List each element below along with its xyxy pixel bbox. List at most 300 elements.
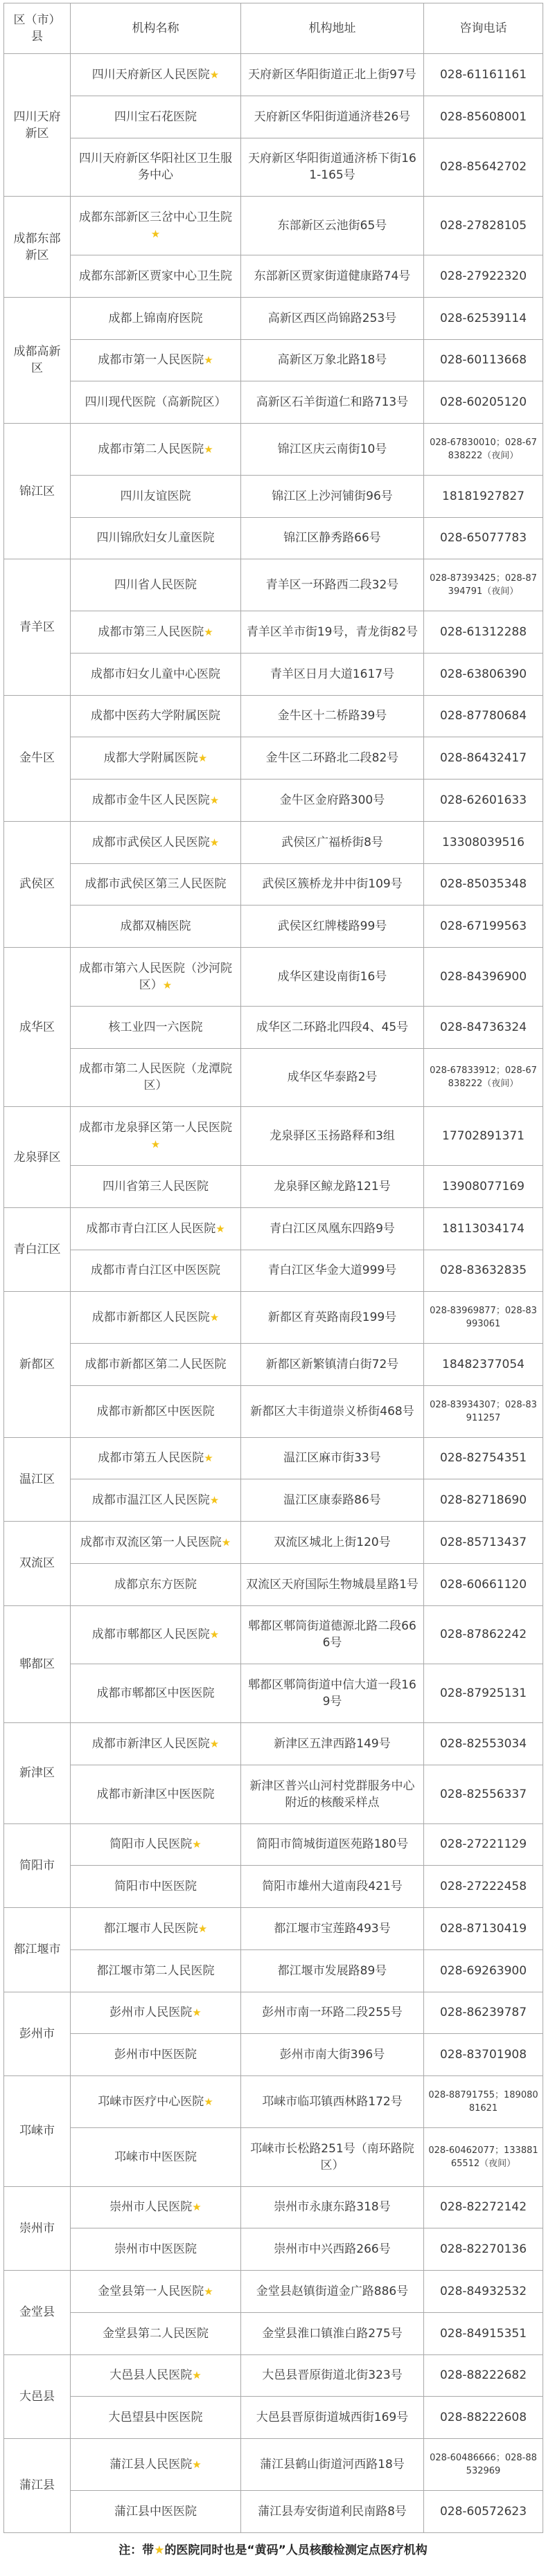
institution-name: 都江堰市第二人民医院 (96, 1963, 215, 1978)
table-body (4, 54, 543, 2533)
phone-cell: 028-27828105 (424, 197, 543, 255)
institution-name: 成都市郫都区中医医院 (96, 1686, 215, 1701)
institution-name: 邛崃市中医医院 (114, 2150, 197, 2164)
table-row (4, 1385, 543, 1437)
phone-cell: 028-84736324 (424, 1006, 543, 1048)
institution-name: 蒲江县人民医院 (109, 2457, 193, 2471)
table-row (4, 197, 543, 255)
table-row (4, 424, 543, 476)
table-row (4, 1866, 543, 1908)
phone-cell: 028-83701908 (424, 2034, 543, 2076)
institution-name: 成都双楠医院 (120, 919, 191, 934)
institution-cell (71, 1344, 241, 1386)
institution-cell (71, 2312, 241, 2354)
institution-cell (71, 1048, 241, 1107)
institution-cell (71, 197, 241, 255)
table-row (4, 863, 543, 906)
star-icon: ★ (204, 625, 213, 638)
institution-name: 成都中医药大学附属医院 (91, 709, 220, 723)
address-cell: 郫都区郫筒街道德源北路二段666号 (241, 1605, 424, 1664)
institution-cell (71, 2354, 241, 2397)
address-cell: 武侯区簇桥龙井中街109号 (241, 863, 424, 906)
phone-cell: 028-83969877；028-83993061 (424, 1292, 543, 1344)
star-icon: ★ (150, 228, 161, 241)
phone-cell: 028-61312288 (424, 611, 543, 654)
phone-cell: 18181927827 (424, 475, 543, 517)
star-icon: ★ (204, 2285, 213, 2298)
table-row (4, 96, 543, 138)
address-cell: 简阳市简城街道医苑路180号 (241, 1823, 424, 1866)
phone-cell: 028-67199563 (424, 906, 543, 948)
star-icon: ★ (204, 442, 213, 456)
table-row (4, 1250, 543, 1292)
table-row (4, 1166, 543, 1208)
table-row (4, 2439, 543, 2491)
address-cell: 邛崃市长松路251号（南环路院区） (241, 2127, 424, 2186)
address-cell: 高新区万象北路18号 (241, 339, 424, 381)
institution-name: 成都市武侯区第三人民医院 (85, 877, 227, 892)
address-cell: 新津区五津西路149号 (241, 1723, 424, 1765)
table-row (4, 517, 543, 559)
table-row (4, 1107, 543, 1166)
institution-cell (71, 138, 241, 197)
address-cell: 青白江区凤凰东四路9号 (241, 1207, 424, 1250)
phone-cell: 028-85608001 (424, 96, 543, 138)
address-cell: 金牛区金府路300号 (241, 780, 424, 822)
institution-cell (71, 2397, 241, 2439)
institution-name: 四川宝石花医院 (114, 109, 197, 124)
district-cell: 青羊区 (4, 559, 71, 695)
table-row (4, 653, 543, 695)
phone-cell: 13308039516 (424, 821, 543, 863)
phone-cell: 028-85713437 (424, 1522, 543, 1564)
table-row (4, 737, 543, 780)
phone-cell: 028-27222458 (424, 1866, 543, 1908)
institution-cell (71, 611, 241, 654)
district-cell: 崇州市 (4, 2186, 71, 2271)
table-row (4, 138, 543, 197)
star-icon: ★ (204, 1452, 213, 1465)
institution-cell (71, 1479, 241, 1522)
institution-name: 成都市双流区第一人民医院 (80, 1535, 222, 1549)
star-icon: ★ (209, 793, 220, 807)
address-cell: 蒲江县鹤山街道河西路18号 (241, 2439, 424, 2491)
district-cell: 郫都区 (4, 1605, 71, 1723)
district-cell: 彭州市 (4, 1992, 71, 2076)
star-icon: ★ (192, 2369, 202, 2382)
district-cell: 四川天府新区 (4, 54, 71, 197)
header-address: 机构地址 (241, 3, 424, 54)
address-cell: 武侯区红牌楼路99号 (241, 906, 424, 948)
phone-cell: 028-65077783 (424, 517, 543, 559)
institution-cell (71, 780, 241, 822)
table-row (4, 2312, 543, 2354)
institution-cell (71, 1385, 241, 1437)
star-icon: ★ (209, 1494, 220, 1507)
institution-name: 四川天府新区人民医院 (91, 67, 210, 82)
institution-name: 成都市妇女儿童中心医院 (91, 667, 220, 681)
table-header-row (4, 3, 543, 54)
institution-cell (71, 863, 241, 906)
phone-cell: 028-60661120 (424, 1563, 543, 1605)
table-row (4, 1823, 543, 1866)
institution-name: 成都市第三人民医院 (98, 624, 204, 639)
footnote (0, 2540, 546, 2557)
phone-cell: 028-82718690 (424, 1479, 543, 1522)
institution-cell (71, 339, 241, 381)
table-row (4, 54, 543, 96)
institution-name: 简阳市人民医院 (109, 1837, 193, 1852)
star-icon: ★ (192, 2006, 202, 2019)
table-row (4, 695, 543, 737)
institution-cell (71, 1250, 241, 1292)
institution-cell (71, 1866, 241, 1908)
table-row (4, 2186, 543, 2228)
address-cell: 都江堰市宝莲路493号 (241, 1908, 424, 1950)
institution-cell (71, 1166, 241, 1208)
institution-name: 成都京东方医院 (114, 1577, 197, 1592)
star-icon: ★ (204, 354, 213, 367)
institution-cell (71, 821, 241, 863)
phone-cell: 028-88222608 (424, 2397, 543, 2439)
phone-cell: 028-82553034 (424, 1723, 543, 1765)
phone-cell: 18482377054 (424, 1344, 543, 1386)
table-row (4, 906, 543, 948)
address-cell: 蒲江县寿安街道利民南路8号 (241, 2490, 424, 2532)
star-icon: ★ (192, 2201, 202, 2214)
institution-name: 彭州市人民医院 (109, 2006, 193, 2020)
address-cell: 彭州市南大街396号 (241, 2034, 424, 2076)
institution-name: 成都市郫都区人民医院 (91, 1628, 210, 1642)
address-cell: 崇州市中兴西路266号 (241, 2228, 424, 2271)
address-cell: 新都区育英路南段199号 (241, 1292, 424, 1344)
star-icon: ★ (204, 2095, 213, 2108)
phone-cell: 028-82270136 (424, 2228, 543, 2271)
phone-cell: 028-82754351 (424, 1437, 543, 1479)
phone-cell: 028-83934307；028-83911257 (424, 1385, 543, 1437)
institution-name: 四川现代医院（高新院区） (85, 395, 227, 410)
institution-name: 成都市龙泉驿区第一人民医院 (79, 1121, 232, 1135)
table-row (4, 2076, 543, 2128)
institution-name: 彭州市中医医院 (114, 2048, 197, 2062)
district-cell: 成华区 (4, 948, 71, 1107)
institution-name: 成都市青白江区中医医院 (91, 1263, 220, 1278)
district-cell: 武侯区 (4, 821, 71, 947)
header-phone: 咨询电话 (424, 3, 543, 54)
institution-name: 四川省第三人民医院 (103, 1179, 209, 1194)
institution-cell (71, 2186, 241, 2228)
phone-cell: 028-69263900 (424, 1949, 543, 1992)
table-row (4, 780, 543, 822)
district-cell: 龙泉驿区 (4, 1107, 71, 1208)
address-cell: 简阳市雄州大道南段421号 (241, 1866, 424, 1908)
address-cell: 彭州市南一环路二段255号 (241, 1992, 424, 2034)
table-row (4, 2034, 543, 2076)
institution-cell (71, 255, 241, 298)
institution-name: 大邑望县中医医院 (108, 2411, 203, 2425)
address-cell: 金堂县淮口镇淮白路275号 (241, 2312, 424, 2354)
table-row (4, 1723, 543, 1765)
institution-name: 成都市第一人民医院 (98, 353, 204, 368)
institution-name: 成都市新津区中医医院 (96, 1787, 215, 1801)
table-row (4, 255, 543, 298)
institution-cell (71, 96, 241, 138)
table-row (4, 1479, 543, 1522)
institution-name: 成都市新津区人民医院 (91, 1736, 210, 1751)
institution-name: 简阳市中医医院 (114, 1880, 197, 1894)
institution-name: 成都市第二人民医院 (98, 442, 204, 456)
star-icon: ★ (197, 1922, 208, 1935)
star-icon: ★ (215, 1222, 225, 1235)
table-row (4, 1344, 543, 1386)
district-cell: 大邑县 (4, 2354, 71, 2439)
district-cell: 锦江区 (4, 424, 71, 559)
institution-name: 四川锦欣妇女儿童医院 (96, 531, 215, 546)
phone-cell: 028-60205120 (424, 381, 543, 424)
institution-name: 四川省人民医院 (114, 578, 197, 593)
district-cell: 简阳市 (4, 1823, 71, 1908)
address-cell: 高新区石羊街道仁和路713号 (241, 381, 424, 424)
star-icon: ★ (197, 752, 208, 765)
phone-cell: 028-82556337 (424, 1765, 543, 1823)
institution-cell (71, 1107, 241, 1166)
footnote-suffix: 的医院同时也是“黄码”人员核酸检测定点医疗机构 (164, 2543, 428, 2557)
table-row (4, 2271, 543, 2313)
institution-cell (71, 1664, 241, 1723)
table-row (4, 1048, 543, 1107)
phone-cell: 13908077169 (424, 1166, 543, 1208)
address-cell: 崇州市永康东路318号 (241, 2186, 424, 2228)
address-cell: 郫都区郫筒街道中信大道一段169号 (241, 1664, 424, 1723)
phone-cell: 028-62601633 (424, 780, 543, 822)
institution-cell (71, 381, 241, 424)
phone-cell: 028-85035348 (424, 863, 543, 906)
institution-cell (71, 1605, 241, 1664)
address-cell: 天府新区华阳街道正北上街97号 (241, 54, 424, 96)
institution-name: 成都市第二人民医院（龙潭院区） (79, 1062, 232, 1093)
address-cell: 龙泉驿区玉扬路释和3组 (241, 1107, 424, 1166)
address-cell: 金牛区二环路北二段82号 (241, 737, 424, 780)
institution-cell (71, 475, 241, 517)
phone-cell: 028-87862242 (424, 1605, 543, 1664)
institution-name: 成都市温江区人民医院 (91, 1493, 210, 1508)
address-cell: 大邑县晋原街道城西街169号 (241, 2397, 424, 2439)
institution-name: 四川天府新区华阳社区卫生服务中心 (79, 152, 232, 183)
header-institution: 机构名称 (71, 3, 241, 54)
institution-cell (71, 559, 241, 611)
institution-cell (71, 1823, 241, 1866)
institution-cell (71, 653, 241, 695)
institution-cell (71, 2034, 241, 2076)
institution-name: 邛崃市医疗中心医院 (98, 2094, 204, 2109)
address-cell: 龙泉驿区鲸龙路121号 (241, 1166, 424, 1208)
address-cell: 锦江区静秀路66号 (241, 517, 424, 559)
phone-cell: 028-27221129 (424, 1823, 543, 1866)
phone-cell: 028-61161161 (424, 54, 543, 96)
institution-name: 四川友谊医院 (120, 489, 191, 503)
header-district: 区（市）县 (4, 3, 71, 54)
star-icon: ★ (221, 1535, 231, 1549)
institution-cell (71, 1563, 241, 1605)
address-cell: 邛崃市临邛镇西林路172号 (241, 2076, 424, 2128)
address-cell: 大邑县晋原街道北街323号 (241, 2354, 424, 2397)
institution-name: 金堂县第一人民医院 (98, 2284, 204, 2298)
institution-cell (71, 737, 241, 780)
address-cell: 青白江区华金大道999号 (241, 1250, 424, 1292)
phone-cell: 028-83632835 (424, 1250, 543, 1292)
institution-name: 成都市青白江区人民医院 (86, 1221, 216, 1236)
table-row (4, 948, 543, 1007)
address-cell: 天府新区华阳街道通济巷26号 (241, 96, 424, 138)
institution-cell (71, 1006, 241, 1048)
institution-name: 成都市第六人民医院（沙河院区） (79, 961, 232, 992)
star-icon: ★ (209, 1737, 220, 1750)
table-row (4, 1522, 543, 1564)
table-row (4, 1207, 543, 1250)
phone-cell: 028-60572623 (424, 2490, 543, 2532)
district-cell: 青白江区 (4, 1207, 71, 1292)
address-cell: 新都区大丰街道崇义桥街468号 (241, 1385, 424, 1437)
district-cell: 成都高新区 (4, 297, 71, 423)
address-cell: 成华区建设南街16号 (241, 948, 424, 1007)
institution-cell (71, 695, 241, 737)
address-cell: 新都区新繁镇清白街72号 (241, 1344, 424, 1386)
address-cell: 双流区天府国际生物城晨星路1号 (241, 1563, 424, 1605)
district-cell: 双流区 (4, 1522, 71, 1606)
address-cell: 青羊区羊市街19号，青龙街82号 (241, 611, 424, 654)
address-cell: 东部新区云池街65号 (241, 197, 424, 255)
address-cell: 都江堰市发展路89号 (241, 1949, 424, 1992)
institution-cell (71, 2127, 241, 2186)
district-cell: 金牛区 (4, 695, 71, 821)
phone-cell: 028-87925131 (424, 1664, 543, 1723)
table-row (4, 475, 543, 517)
institution-cell (71, 54, 241, 96)
address-cell: 温江区康泰路86号 (241, 1479, 424, 1522)
district-cell: 蒲江县 (4, 2439, 71, 2533)
table-row (4, 297, 543, 339)
phone-cell: 028-87130419 (424, 1908, 543, 1950)
star-icon: ★ (154, 2543, 165, 2557)
phone-cell: 028-82272142 (424, 2186, 543, 2228)
institution-name: 成都市新都区第二人民医院 (85, 1357, 227, 1371)
table-row (4, 1563, 543, 1605)
institution-name: 金堂县第二人民医院 (103, 2326, 209, 2341)
district-cell: 都江堰市 (4, 1908, 71, 1992)
institution-cell (71, 2076, 241, 2128)
phone-cell: 028-62539114 (424, 297, 543, 339)
star-icon: ★ (192, 2458, 202, 2471)
address-cell: 东部新区贾家街道健康路74号 (241, 255, 424, 298)
table-row (4, 1292, 543, 1344)
star-icon: ★ (209, 1628, 220, 1641)
phone-cell: 028-60486666；028-88532969 (424, 2439, 543, 2491)
table-row (4, 1908, 543, 1950)
table-row (4, 381, 543, 424)
district-cell: 温江区 (4, 1437, 71, 1522)
address-cell: 高新区西区尚锦路253号 (241, 297, 424, 339)
institution-name: 成都大学附属医院 (103, 751, 198, 766)
address-cell: 青羊区一环路西二段32号 (241, 559, 424, 611)
district-cell: 邛崃市 (4, 2076, 71, 2187)
table-row (4, 2228, 543, 2271)
phone-cell: 028-86239787 (424, 1992, 543, 2034)
phone-cell: 028-84932532 (424, 2271, 543, 2313)
table-row (4, 1765, 543, 1823)
table-row (4, 1949, 543, 1992)
star-icon: ★ (209, 68, 220, 81)
institution-cell (71, 1292, 241, 1344)
phone-cell: 028-88222682 (424, 2354, 543, 2397)
institution-cell (71, 424, 241, 476)
phone-cell: 028-84915351 (424, 2312, 543, 2354)
address-cell: 锦江区上沙河铺街96号 (241, 475, 424, 517)
table-row (4, 1006, 543, 1048)
star-icon: ★ (209, 1311, 220, 1324)
address-cell: 双流区城北上街120号 (241, 1522, 424, 1564)
institution-cell (71, 2228, 241, 2271)
address-cell: 成华区华泰路2号 (241, 1048, 424, 1107)
institution-name: 成都市第五人民医院 (98, 1451, 204, 1466)
phone-cell: 028-88791755；18908081621 (424, 2076, 543, 2128)
institution-cell (71, 1437, 241, 1479)
phone-cell: 028-86432417 (424, 737, 543, 780)
district-cell: 金堂县 (4, 2271, 71, 2355)
institution-name: 成都上锦南府医院 (108, 311, 203, 325)
footnote-prefix: 注：带 (118, 2543, 155, 2557)
institution-cell (71, 1765, 241, 1823)
table-row (4, 2397, 543, 2439)
institution-name: 成都市金牛区人民医院 (91, 793, 210, 807)
district-cell: 新都区 (4, 1292, 71, 1437)
table-row (4, 339, 543, 381)
institution-name: 都江堰市人民医院 (103, 1921, 198, 1936)
institution-name: 核工业四一六医院 (108, 1020, 203, 1034)
address-cell: 锦江区庆云南街10号 (241, 424, 424, 476)
institution-name: 蒲江县中医医院 (114, 2504, 197, 2519)
institution-cell (71, 1723, 241, 1765)
address-cell: 成华区二环路北四段4、45号 (241, 1006, 424, 1048)
phone-cell: 028-27922320 (424, 255, 543, 298)
address-cell: 天府新区华阳街道通济桥下街161-165号 (241, 138, 424, 197)
institution-cell (71, 1522, 241, 1564)
table-row (4, 2127, 543, 2186)
institution-cell (71, 1207, 241, 1250)
address-cell: 温江区麻市街33号 (241, 1437, 424, 1479)
phone-cell: 028-87780684 (424, 695, 543, 737)
address-cell: 金堂县赵镇街道金广路886号 (241, 2271, 424, 2313)
institution-name: 成都市武侯区人民医院 (91, 835, 210, 849)
table-row (4, 1437, 543, 1479)
institution-cell (71, 906, 241, 948)
address-cell: 金牛区十二桥路39号 (241, 695, 424, 737)
institution-cell (71, 517, 241, 559)
phone-cell: 18113034174 (424, 1207, 543, 1250)
institution-name: 大邑县人民医院 (109, 2368, 193, 2383)
star-icon: ★ (162, 978, 173, 991)
table-row (4, 2490, 543, 2532)
phone-cell: 17702891371 (424, 1107, 543, 1166)
table-row (4, 2354, 543, 2397)
star-icon: ★ (209, 836, 220, 849)
phone-cell: 028-60113668 (424, 339, 543, 381)
phone-cell: 028-87393425；028-87394791（夜间） (424, 559, 543, 611)
institution-name: 崇州市人民医院 (109, 2200, 193, 2215)
institution-name: 成都市新都区人民医院 (91, 1310, 210, 1325)
address-cell: 武侯区广福桥街8号 (241, 821, 424, 863)
table-row (4, 1605, 543, 1664)
institution-cell (71, 297, 241, 339)
